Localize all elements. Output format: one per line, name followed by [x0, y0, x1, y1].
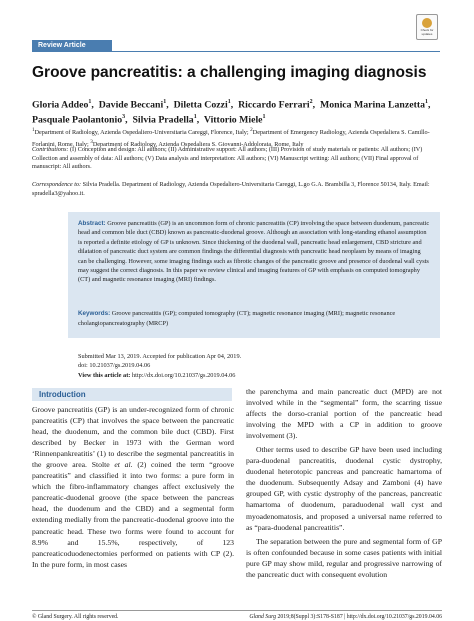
section-badge: Review Article	[32, 40, 112, 52]
paragraph: Other terms used to describe GP have been used including para-duodenal pancreatitis, duodenal cystic dystrophy, duodenal heterotopic pancreas and pancreatic hamartoma of the duodenum. Subsequently Adsay and Zamboni (4) have grouped GP, with cystic dystrophy of the pancreas, pancreatic hamartoma of duodenum, paraduodenal wall cyst and myoadenomatosis, and proposed a universal name referred to as “para-duodenal pancreatitis”.	[246, 445, 442, 532]
header-rule	[112, 51, 440, 52]
article-dates	[78, 352, 438, 380]
introduction-heading: Introduction	[39, 390, 86, 399]
doi: doi: 10.21037/gs.2019.04.06	[78, 362, 151, 370]
footer-citation: Gland Surg 2019;8(Suppl 3):S178-S187 | http://dx.doi.org/10.21037/gs.2019.04.06	[249, 614, 442, 620]
submitted-date: Submitted Mar 13, 2019. Accepted for publication Apr 04, 2019.	[78, 353, 242, 360]
author: Gloria Addeo	[32, 99, 89, 111]
abstract-text: Abstract: Groove pancreatitis (GP) is an uncommon form of chronic pancreatitis (CP) involving the space between duodenum, pancreatic head and common bile duct (CBD) known as pancreatic-duodenal groove. Although an association with long-standing ethanol assumption is reported a definite etiology of GP is unknown. Since thickening of the duodenal wall, pancreatic head enlargement, CBD stricture and dilatation of pancreatic duct system are common findings the differential diagnosis with pancreatic head neoplasm by means of imaging can be challenging. However, some imaging findings such as fibrotic changes of the pancreatic groove and presence of duodenal wall cysts may suggest the correct diagnosis. In this paper we review clinical and imaging features of GP with emphasis on computed tomography (CT) and magnetic resonance imaging (MRI) findings.	[78, 220, 430, 284]
author: Diletta Cozzi	[173, 99, 228, 111]
author: Davide Beccani	[98, 99, 164, 111]
author: Monica Marina Lanzetta	[319, 99, 425, 111]
view-article-link[interactable]: View this article at: http://dx.doi.org/10.21037/gs.2019.04.06	[78, 371, 236, 379]
author: Riccardo Ferrari	[238, 99, 310, 111]
keywords-box	[68, 306, 440, 338]
keywords-text: Keywords: Groove pancreatitis (GP); computed tomography (CT); magnetic resonance imaging (MRI); magnetic resonance cholangiopancreatography (MRCP)	[78, 310, 396, 327]
affiliations: $^1$Department of Radiology, Azienda Ospedaliero-Universitaria Careggi, Florence, Italy; $^2$Department of Emergency Radiology, Azienda Ospedaliera S. Camillo-Forlanini, Rome, Italy; $^3$Department of Radiology, Azienda Ospedaliera S. Giovanni-Addolorata, Rome, Italy	[32, 127, 430, 148]
article-title: Groove pancreatitis: a challenging imaging diagnosis	[32, 64, 427, 81]
paragraph: The separation between the pure and segmental form of GP is often confounded because in some cases patients with initial pure GP may show mild, regular and progressive narrowing of the pancreatic duct with consequent evolution	[246, 536, 442, 579]
check-for-updates-logo[interactable]	[416, 14, 438, 40]
logo-text: Check for updates	[420, 28, 434, 36]
author: Silvia Pradella	[132, 114, 194, 126]
correspondence: Correspondence to: Silvia Pradella. Department of Radiology, Azienda Ospedaliero-Universitaria Careggi, L.go G.A. Brambilla 3, Florence 50134, Italy. Email: spradella3@yahoo.it.	[32, 181, 430, 197]
author: Vittorio Miele	[203, 114, 263, 126]
check-updates-icon	[422, 18, 432, 28]
contributions: Contributions: (I) Conception and design: All authors; (II) Administrative support: All authors; (III) Provision of study materials or patients: All authors; (IV) Collection and assembly of data: All authors; (V) Data analysis and interpretation: All authors; (VI) Manuscript writing: All authors; (VII) Final approval of manuscript: All authors.	[32, 146, 423, 171]
author-list: Gloria Addeo$^1$, Davide Beccani$^1$, Diletta Cozzi$^1$, Riccardo Ferrari$^2$, Monica Marina Lanzetta$^1$, Pasquale Paolantonio$^3$, Silvia Pradella$^1$, Vittorio Miele$^1$	[32, 99, 433, 126]
paragraph: Groove pancreatitis (GP) is an under-recognized form of chronic pancreatitis (CP) that involves the space between the pancreatic head, the duodenum, and the common bile duct (CBD). First described by Becker in 1973 with the German word ‘Rinnenpankreatitis’ (1) to describe the segmental pancreatitis in the groove area. Stolte et al. (2) coined the term “groove pancreatitis” and classified it into two forms: a pure form in which the fibro-inflammatory changes affect exclusively the pancreatic-duodenal groove (the space between the pancreas head, the duodenum and the CBD) and a segmental form extending medially from the pancreatic-duodenal groove into the pancreatic head. These two forms were found to account for 8.9% and 15.5%, respectively, of 123 pancreaticoduodenectomies performed on patients with CP (2). In the pure form, in most cases	[32, 405, 234, 569]
author: Pasquale Paolantonio	[32, 114, 123, 126]
intro-left-column	[32, 404, 234, 570]
footer-copyright: © Gland Surgery. All rights reserved.	[32, 614, 119, 620]
abstract-box	[68, 212, 440, 319]
intro-right-column	[246, 386, 442, 580]
footer-rule	[32, 610, 442, 611]
paragraph: the parenchyma and main pancreatic duct (MPD) are not involved while in the “segmental” form, the scarring tissue affects the dorso-cranial portion of the pancreatic head involving the MPD with a CP in addition to groove involvement (3).	[246, 387, 442, 441]
